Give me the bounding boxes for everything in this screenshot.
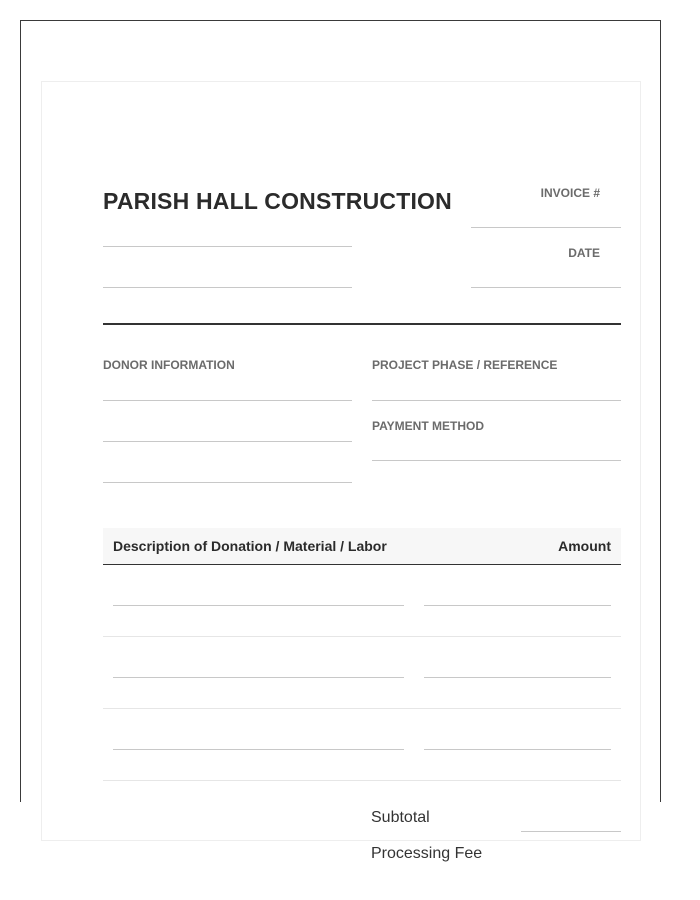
subtotal-field[interactable] xyxy=(521,831,621,832)
date-field[interactable] xyxy=(471,287,621,288)
date-label: DATE xyxy=(568,246,600,260)
document-title: PARISH HALL CONSTRUCTION xyxy=(103,188,452,214)
invoice-number-label: INVOICE # xyxy=(540,186,600,200)
subtotal-label: Subtotal xyxy=(371,809,430,826)
invoice-sheet xyxy=(41,81,641,862)
header-field-line-1[interactable] xyxy=(103,246,352,247)
row-2-description-field[interactable] xyxy=(113,677,404,678)
donor-field-line-3[interactable] xyxy=(103,482,352,483)
table-row-divider xyxy=(103,636,621,637)
invoice-number-field[interactable] xyxy=(471,227,621,228)
payment-method-label: PAYMENT METHOD xyxy=(372,419,485,433)
table-header xyxy=(103,528,621,565)
header-divider xyxy=(103,323,621,325)
payment-method-field[interactable] xyxy=(372,460,621,461)
amount-column-header: Amount xyxy=(558,538,611,554)
row-1-description-field[interactable] xyxy=(113,605,404,606)
row-3-description-field[interactable] xyxy=(113,749,404,750)
row-3-amount-field[interactable] xyxy=(424,749,611,750)
donor-field-line-2[interactable] xyxy=(103,441,352,442)
header-field-line-2[interactable] xyxy=(103,287,352,288)
table-row-divider xyxy=(103,708,621,709)
row-2-amount-field[interactable] xyxy=(424,677,611,678)
project-phase-label: PROJECT PHASE / REFERENCE xyxy=(372,358,558,372)
donor-information-label: DONOR INFORMATION xyxy=(103,358,235,372)
table-header-underline xyxy=(103,564,621,565)
processing-fee-label: Processing Fee xyxy=(371,845,483,862)
donor-field-line-1[interactable] xyxy=(103,400,352,401)
table-row-divider xyxy=(103,780,621,781)
page-frame xyxy=(20,20,661,862)
description-column-header: Description of Donation / Material / Labor xyxy=(113,538,387,554)
row-1-amount-field[interactable] xyxy=(424,605,611,606)
project-phase-field[interactable] xyxy=(372,400,621,401)
